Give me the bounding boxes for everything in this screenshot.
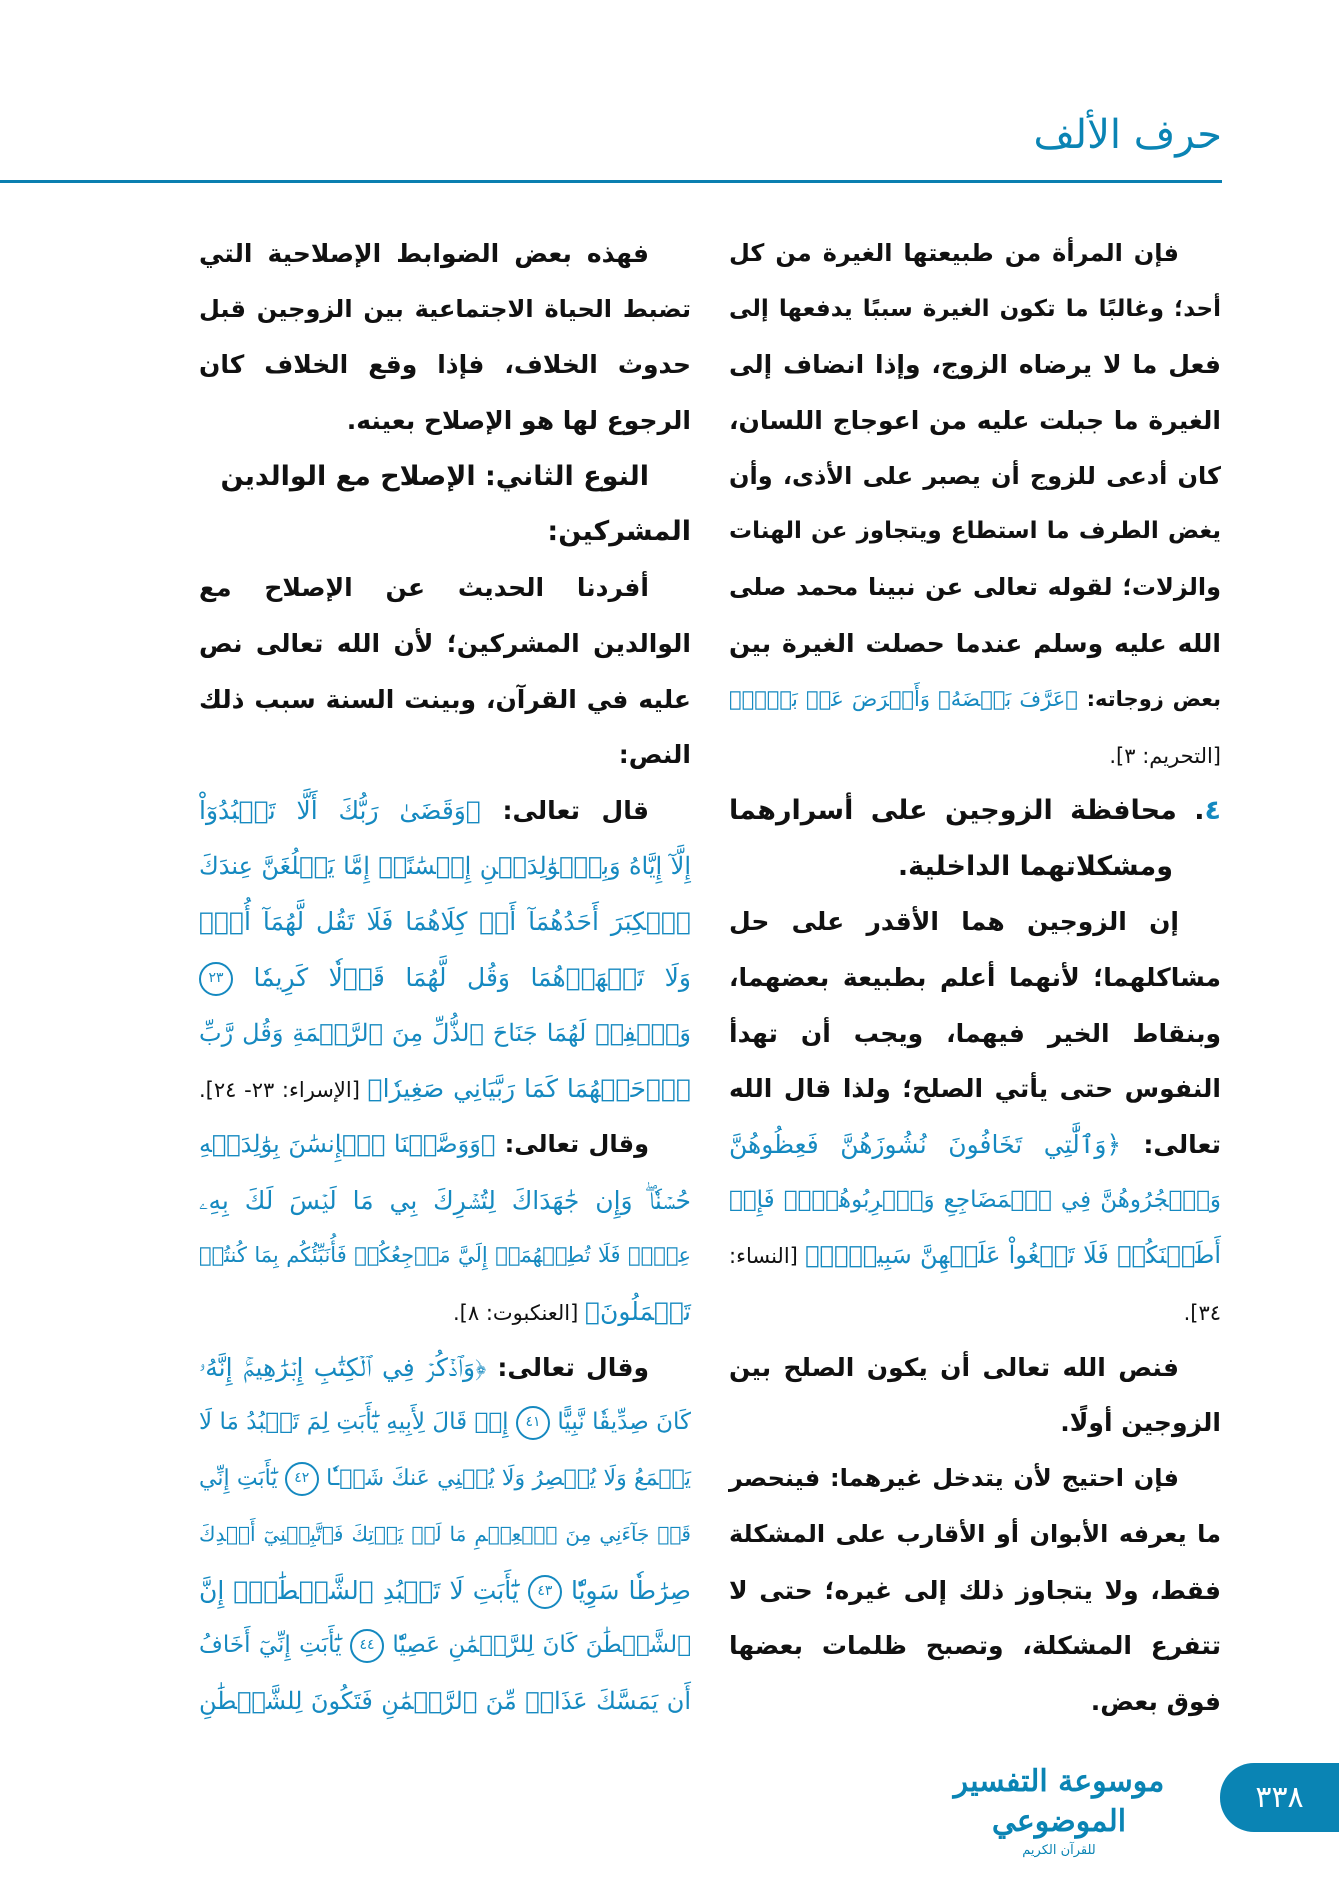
quran-verse: وَلَا تَنۡهَرۡهُمَا وَقُل لَّهُمَا قَوۡلٗا كَرِيمٗا (233, 962, 691, 992)
section-heading-line (729, 783, 1221, 839)
page-number: ٣٣٨ (1220, 1763, 1339, 1832)
body-text: وقال تعالى: (495, 1130, 649, 1158)
citation: ٣٤]. (1183, 1301, 1221, 1326)
text-line (199, 1618, 691, 1674)
text-line (729, 1061, 1221, 1117)
text-line (199, 1228, 691, 1284)
quran-verse: كَانَ صِدِّيقٗا نَّبِيًّا (549, 1409, 691, 1436)
text-line (199, 393, 691, 449)
text-line (199, 1117, 691, 1173)
body-text: مشاكلهما؛ لأنهما أعلم بطبيعة بعضهما، (729, 962, 1221, 992)
body-text: أفردنا الحديث عن الإصلاح مع (199, 573, 649, 603)
quran-verse: ﴿عَرَّفَ بَعۡضَهُۥ وَأَعۡرَضَ عَنۢ بَعۡضٖ﴾ (729, 686, 1078, 711)
body-text: فوق بعض. (1090, 1686, 1221, 1716)
body-text: تتفرع المشكلة، وتصبح ظلمات بعضها (729, 1631, 1221, 1661)
text-line (199, 1006, 691, 1062)
text-line (729, 1006, 1221, 1062)
text-line (729, 1173, 1221, 1229)
quran-verse: وَٱهۡجُرُوهُنَّ فِي ٱلۡمَضَاجِعِ وَٱضۡرِبُوهُنَّۖ فَإِنۡ (729, 1186, 1221, 1213)
text-line (199, 1451, 691, 1507)
quran-verse: صِرَٰطٗا سَوِيّٗا (561, 1575, 691, 1605)
body-text: المشركين: (547, 516, 691, 548)
item-number: ٤ (1204, 794, 1221, 826)
text-line (729, 1395, 1221, 1451)
book-logo-title: موسوعة التفسير الموضوعي (953, 1764, 1165, 1839)
quran-verse: وَٱخۡفِضۡ لَهُمَا جَنَاحَ ٱلذُّلِّ مِنَ ٱلرَّحۡمَةِ وَقُل رَّبِّ (199, 1018, 691, 1047)
text-line (199, 1395, 691, 1451)
body-text: الغيرة ما جبلت عليه من اعوجاج اللسان، (729, 406, 1221, 436)
text-line (729, 282, 1221, 338)
section-heading-line (199, 504, 691, 560)
body-text: إن الزوجين هما الأقدر على حل (729, 907, 1179, 937)
quran-verse: ﴿وَقَضَىٰ رَبُّكَ أَلَّا تَعۡبُدُوٓاْ (199, 795, 481, 825)
body-text: كان أدعى للزوج أن يصبر على الأذى، وأن (729, 461, 1221, 490)
body-text: ومشكلاتهما الداخلية. (897, 850, 1173, 882)
text-line (729, 337, 1221, 393)
citation: [التحريم: ٣]. (1109, 744, 1221, 769)
body-text: فعل ما لا يرضاه الزوج، وإذا انضاف إلى (729, 350, 1221, 380)
text-line (729, 1228, 1221, 1284)
text-line (199, 616, 691, 672)
quran-verse: يَسۡمَعُ وَلَا يُبۡصِرُ وَلَا يُغۡنِي عَنكَ شَيۡـٔٗا (318, 1466, 691, 1492)
text-line (729, 560, 1221, 616)
body-text: أحد؛ وغالبًا ما تكون الغيرة سببًا يدفعها إلى (729, 295, 1221, 322)
quran-verse: ٱلۡكِبَرَ أَحَدُهُمَآ أَوۡ كِلَاهُمَا فَلَا تَقُل لَّهُمَآ أُفّٖ (199, 907, 691, 937)
text-line (199, 839, 691, 895)
quran-verse: ٱلشَّيۡطَٰنَ كَانَ لِلرَّحۡمَٰنِ عَصِيّٗا (383, 1632, 691, 1659)
text-line (729, 1117, 1221, 1173)
body-text: تعالى: (1121, 1130, 1221, 1159)
citation: [الإسراء: ٢٣- ٢٤]. (199, 1078, 368, 1103)
section-heading-line (729, 839, 1221, 895)
text-line (729, 504, 1221, 560)
left-column (199, 226, 691, 1730)
ayah-number-marker: ٢٣ (199, 962, 233, 996)
body-text: فهذه بعض الضوابط الإصلاحية التي (199, 239, 649, 268)
quran-verse: ٱرۡحَمۡهُمَا كَمَا رَبَّيَانِي صَغِيرٗا﴾ (367, 1074, 691, 1104)
text-line (199, 560, 691, 616)
text-line (199, 1674, 691, 1730)
body-text: حدوث الخلاف، فإذا وقع الخلاف كان (199, 350, 691, 380)
citation: [النساء: (729, 1244, 806, 1269)
body-text: الزوجين أولًا. (1060, 1408, 1221, 1438)
text-line (199, 1061, 691, 1117)
body-text: والزلات؛ لقوله تعالى عن نبينا محمد صلى (729, 573, 1221, 602)
quran-verse: تَعۡمَلُونَ﴾ (585, 1297, 691, 1327)
body-text: فقط، ولا يتجاوز ذلك إلى غيره؛ حتى لا (729, 1575, 1221, 1605)
body-text: . محافظة الزوجين على أسرارهما (729, 794, 1205, 826)
text-line (199, 950, 691, 1006)
text-line (729, 1507, 1221, 1563)
quran-verse: ﴿وَٱذۡكُرۡ فِي ٱلۡكِتَٰبِ إِبۡرَٰهِيمَۚ إِنَّهُۥ (199, 1352, 487, 1382)
text-line (199, 226, 691, 282)
quran-verse: ﴿وَٱلَّٰتِي تَخَافُونَ نُشُوزَهُنَّ فَعِظُوهُنَّ (729, 1130, 1122, 1159)
body-text: فإن المرأة من طبيعتها الغيرة من كل (729, 239, 1179, 267)
text-line (199, 783, 691, 839)
text-line (199, 282, 691, 338)
body-text: تضبط الحياة الاجتماعية بين الزوجين قبل (199, 294, 691, 323)
ayah-number-marker: ٤٤ (350, 1629, 384, 1663)
body-text: وبنقاط الخير فيهما، ويجب أن تهدأ (729, 1018, 1221, 1048)
ayah-number-marker: ٤١ (516, 1406, 550, 1440)
quran-verse: أَن يَمَسَّكَ عَذَابٞ مِّنَ ٱلرَّحۡمَٰنِ فَتَكُونَ لِلشَّيۡطَٰنِ (199, 1686, 691, 1715)
text-line (729, 449, 1221, 505)
text-line (729, 226, 1221, 282)
body-text: وقال تعالى: (486, 1352, 649, 1382)
ayah-number-marker: ٤٢ (285, 1462, 319, 1496)
body-text: بعض زوجاته: (1077, 686, 1221, 711)
text-line (729, 393, 1221, 449)
text-line (199, 1340, 691, 1396)
text-line (199, 1507, 691, 1563)
text-line (729, 1674, 1221, 1730)
text-line (729, 1563, 1221, 1619)
body-text: الرجوع لها هو الإصلاح بعينه. (346, 406, 691, 436)
quran-verse: يَٰٓأَبَتِ إِنِّيٓ أَخَافُ (199, 1632, 350, 1659)
text-line (199, 1284, 691, 1340)
quran-verse: يَٰٓأَبَتِ إِنِّي (199, 1466, 285, 1492)
quran-verse: قَدۡ جَآءَنِي مِنَ ٱلۡعِلۡمِ مَا لَمۡ يَأۡتِكَ فَٱتَّبِعۡنِيٓ أَهۡدِكَ (199, 1521, 691, 1546)
text-line (199, 672, 691, 728)
ayah-number-marker: ٤٣ (528, 1575, 562, 1609)
section-title: حرف الألف (1033, 112, 1222, 158)
text-line (199, 894, 691, 950)
text-line (729, 616, 1221, 672)
text-line (729, 1451, 1221, 1507)
book-logo (934, 1762, 1184, 1860)
body-text: الله عليه وسلم عندما حصلت الغيرة بين (729, 628, 1221, 658)
body-text: ما يعرفه الأبوان أو الأقارب على المشكلة (729, 1519, 1221, 1548)
text-line (729, 950, 1221, 1006)
section-heading-line (199, 449, 691, 505)
text-line (199, 1173, 691, 1229)
quran-verse: إِلَّآ إِيَّاهُ وَبِٱلۡوَٰلِدَيۡنِ إِحۡسَٰنًاۚ إِمَّا يَبۡلُغَنَّ عِندَكَ (199, 851, 691, 880)
body-text: فنص الله تعالى أن يكون الصلح بين (729, 1352, 1179, 1382)
text-line (729, 1284, 1221, 1340)
body-text: النوع الثاني: الإصلاح مع الوالدين (220, 460, 649, 492)
right-column (729, 226, 1221, 1730)
text-line (729, 1340, 1221, 1396)
body-text: عليه في القرآن، وبينت السنة سبب ذلك (199, 684, 691, 714)
text-line (729, 672, 1221, 728)
book-logo-subtitle: للقرآن الكريم (1022, 1843, 1096, 1858)
quran-verse: إِذۡ قَالَ لِأَبِيهِ يَٰٓأَبَتِ لِمَ تَعۡبُدُ مَا لَا (199, 1409, 516, 1436)
quran-verse: عِلۡمٞ فَلَا تُطِعۡهُمَآۚ إِلَيَّ مَرۡجِعُكُمۡ فَأُنَبِّئُكُم بِمَا كُنتُمۡ (199, 1243, 691, 1268)
citation: [العنكبوت: ٨]. (452, 1301, 586, 1326)
text-line (729, 727, 1221, 783)
body-text: النفوس حتى يأتي الصلح؛ ولذا قال الله (729, 1074, 1221, 1104)
text-line (199, 727, 691, 783)
text-line (199, 337, 691, 393)
quran-verse: أَطَعۡنَكُمۡ فَلَا تَبۡغُواْ عَلَيۡهِنَّ سَبِيلًاۗ﴾ (805, 1241, 1221, 1270)
text-line (199, 1563, 691, 1619)
quran-verse: يَٰٓأَبَتِ لَا تَعۡبُدِ ٱلشَّيۡطَٰنَۖ إِنَّ (199, 1575, 528, 1605)
quran-verse: حُسۡنٗاۖ وَإِن جَٰهَدَاكَ لِتُشۡرِكَ بِي مَا لَيۡسَ لَكَ بِهِۦ (199, 1185, 691, 1215)
body-text: فإن احتيج لأن يتدخل غيرهما: فينحصر (729, 1464, 1179, 1493)
text-line (729, 894, 1221, 950)
quran-verse: ﴿وَوَصَّيۡنَا ٱلۡإِنسَٰنَ بِوَٰلِدَيۡهِ (199, 1130, 496, 1158)
body-text: الوالدين المشركين؛ لأن الله تعالى نص (199, 628, 691, 658)
body-text: قال تعالى: (480, 795, 650, 825)
header-divider (0, 180, 1222, 183)
body-text: يغض الطرف ما استطاع ويتجاوز عن الهنات (729, 518, 1221, 545)
text-line (729, 1618, 1221, 1674)
body-text: النص: (618, 740, 691, 770)
